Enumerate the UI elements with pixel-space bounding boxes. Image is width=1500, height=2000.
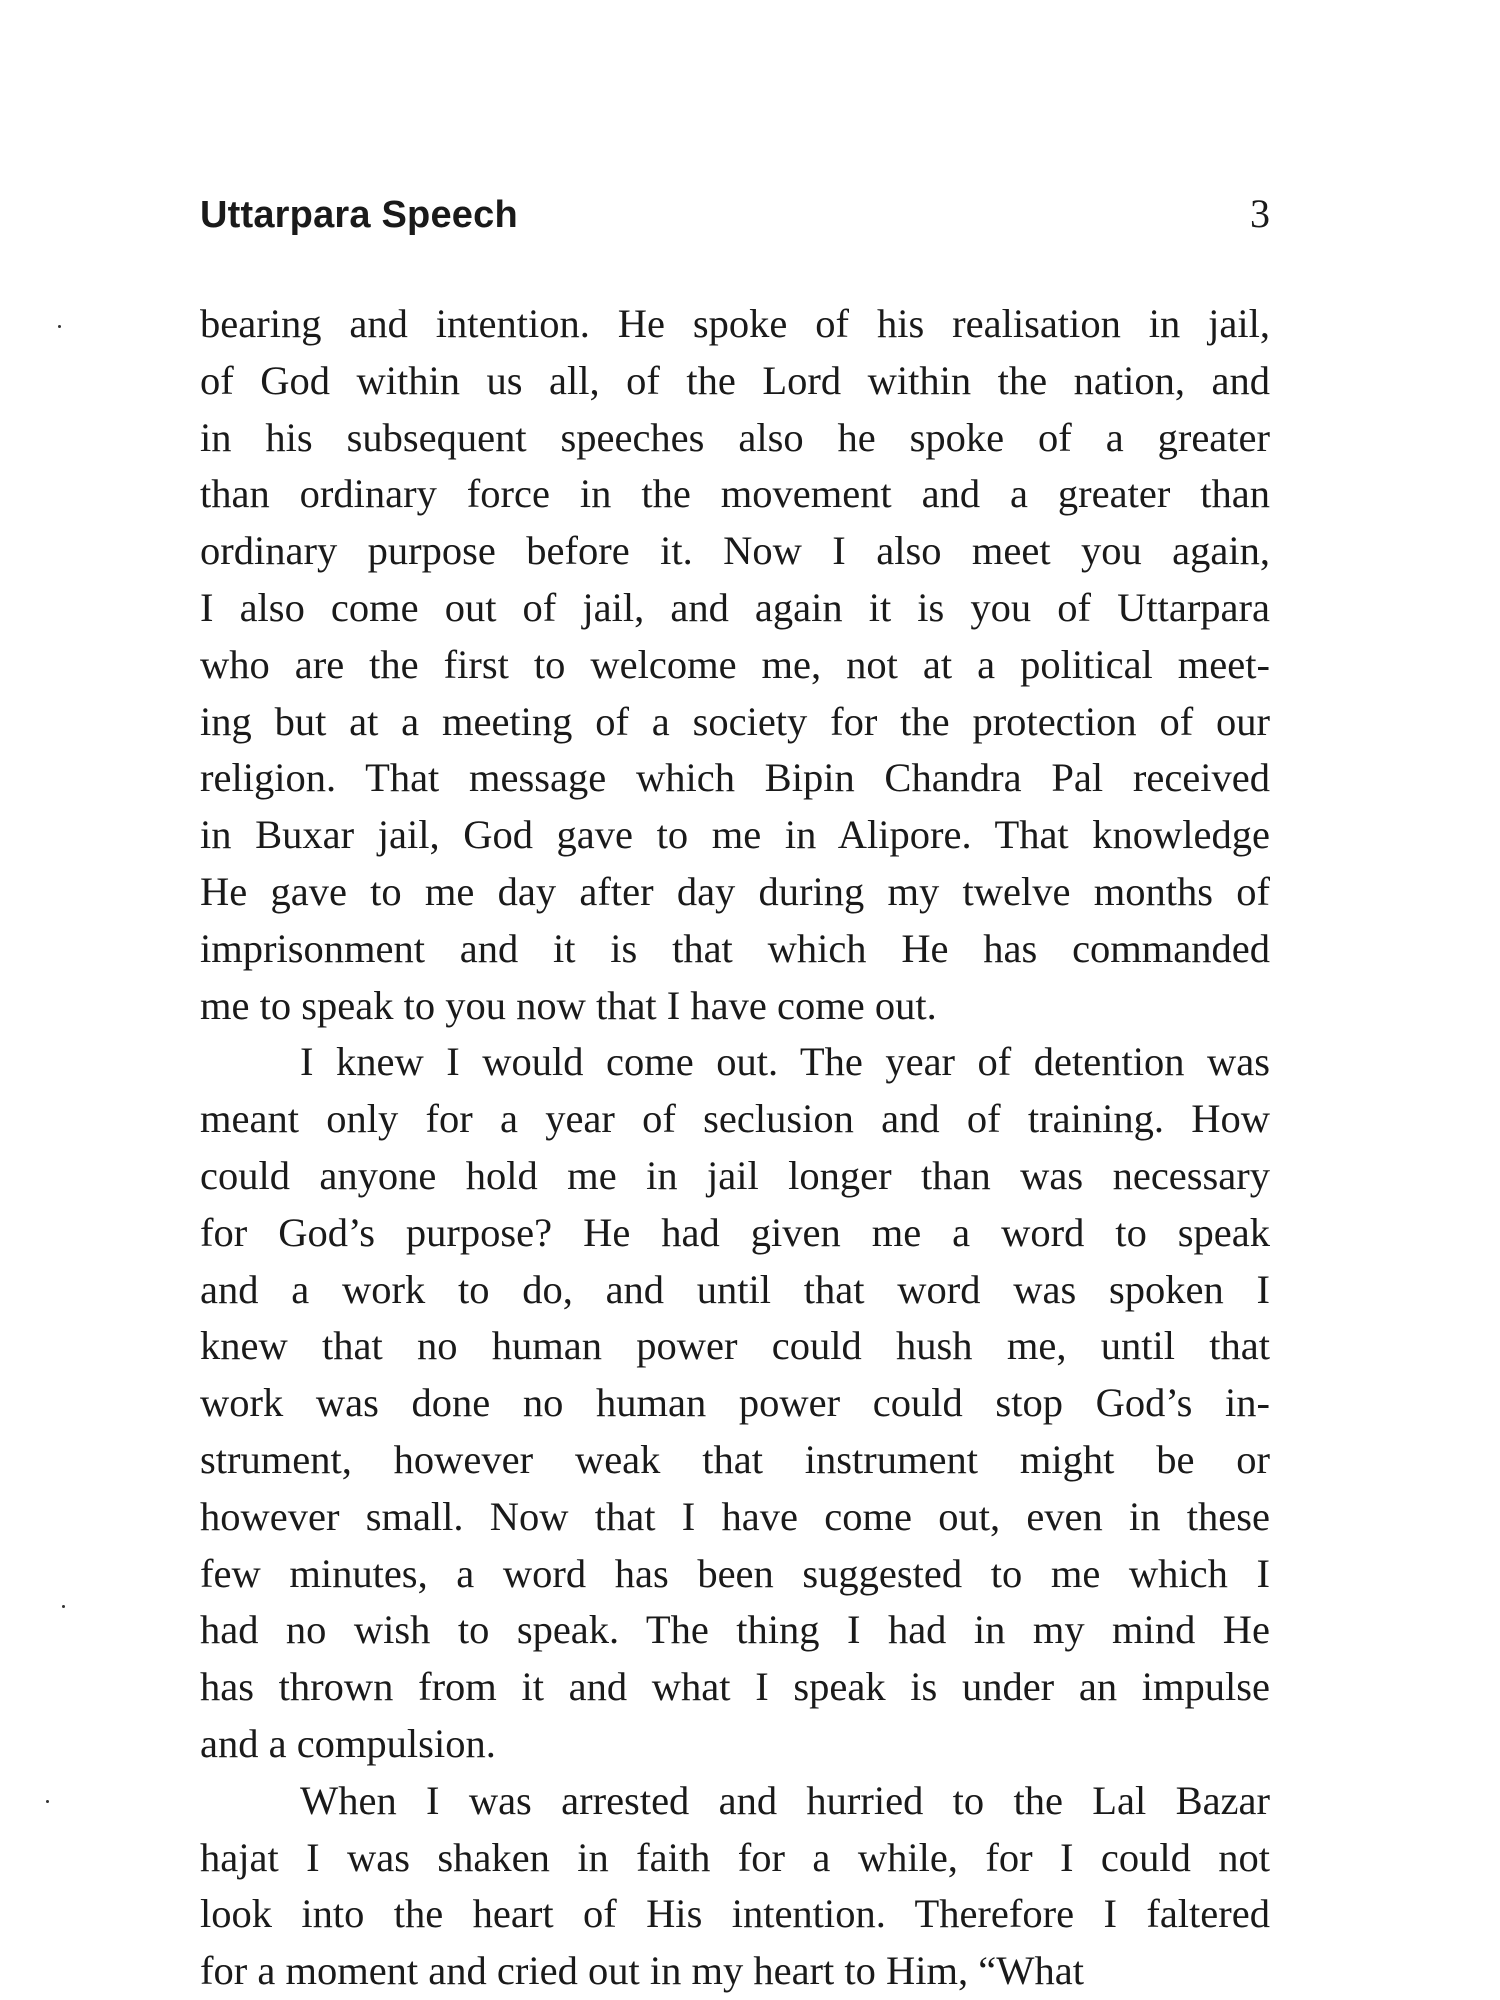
text-line: hajat I was shaken in faith for a while, for I could not [200, 1834, 1270, 1880]
text-line: in Buxar jail, God gave to me in Alipore. That knowledge [200, 812, 1270, 858]
text-line: of God within us all, of the Lord within the nation, and [200, 357, 1270, 403]
text-line: however small. Now that I have come out, even in these [200, 1493, 1270, 1539]
text-line: He gave to me day after day during my twelve months of [200, 868, 1270, 914]
text-line: has thrown from it and what I speak is under an impulse [200, 1664, 1270, 1710]
running-head-title: Uttarpara Speech [200, 194, 518, 236]
text-line: than ordinary force in the movement and a greater than [200, 471, 1270, 517]
text-line: could anyone hold me in jail longer than was necessary [200, 1152, 1270, 1198]
text-line: and a compulsion. [200, 1720, 496, 1766]
text-line: meant only for a year of seclusion and of training. How [200, 1096, 1270, 1142]
text-line: few minutes, a word has been suggested to me which I [200, 1550, 1270, 1596]
text-line: me to speak to you now that I have come out. [200, 982, 937, 1028]
text-line: ordinary purpose before it. Now I also meet you again, [200, 528, 1270, 574]
text-line: had no wish to speak. The thing I had in my mind He [200, 1607, 1270, 1653]
text-line: strument, however weak that instrument might be or [200, 1436, 1270, 1482]
running-head [200, 190, 1270, 250]
page-number: 3 [1250, 191, 1270, 236]
paragraph [200, 1773, 1270, 2000]
text-line: When I was arrested and hurried to the Lal Bazar [300, 1777, 1270, 1823]
book-page [200, 190, 1270, 2000]
text-line: I also come out of jail, and again it is you of Uttarpara [200, 584, 1270, 630]
text-line: I knew I would come out. The year of detention was [300, 1039, 1270, 1085]
text-line: in his subsequent speeches also he spoke of a greater [200, 414, 1270, 460]
text-line: and a work to do, and until that word was spoken I [200, 1266, 1270, 1312]
text-line: religion. That message which Bipin Chandra Pal received [200, 755, 1270, 801]
text-line: imprisonment and it is that which He has commanded [200, 925, 1270, 971]
scan-speck [46, 1800, 49, 1803]
text-line: who are the first to welcome me, not at a political meet- [200, 641, 1270, 687]
scan-speck [62, 1605, 65, 1608]
text-line: knew that no human power could hush me, until that [200, 1323, 1270, 1369]
text-line: for God’s purpose? He had given me a word to speak [200, 1209, 1270, 1255]
text-line: for a moment and cried out in my heart to Him, “What [200, 1948, 1084, 1994]
body-text [200, 296, 1270, 2000]
scan-speck [58, 325, 61, 328]
text-line: bearing and intention. He spoke of his realisation in jail, [200, 301, 1270, 346]
text-line: look into the heart of His intention. Therefore I faltered [200, 1891, 1270, 1937]
paragraph [200, 1034, 1270, 1772]
text-line: ing but at a meeting of a society for the protection of our [200, 698, 1270, 744]
text-line: work was done no human power could stop God’s in- [200, 1380, 1270, 1426]
paragraph [200, 296, 1270, 1034]
